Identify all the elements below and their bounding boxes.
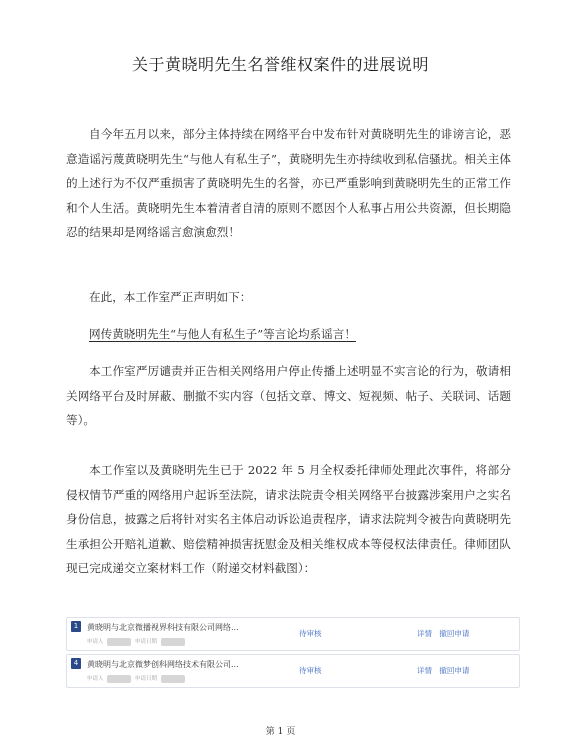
case-actions: [417, 628, 474, 639]
case-actions: [417, 665, 474, 676]
case-row: [66, 617, 520, 651]
redacted-block: [107, 675, 131, 683]
case-applicant-label: 申请人: [87, 676, 104, 682]
case-number-badge: 4: [71, 658, 81, 669]
case-applicant-label: 申请人: [87, 639, 104, 645]
paragraph-declaration-lead: 在此，本工作室严正声明如下：: [89, 290, 252, 304]
document-title: 关于黄晓明先生名誉维权案件的进展说明: [131, 55, 429, 74]
paragraph-rumor-statement: 网传黄晓明先生“与他人有私生子”等言论均系谣言！: [89, 327, 356, 341]
case-details-link[interactable]: 详情: [417, 629, 432, 638]
case-meta: [87, 637, 187, 646]
page-number: 第 1 页: [265, 727, 296, 737]
redacted-block: [161, 638, 185, 646]
redacted-block: [161, 675, 185, 683]
case-meta: [87, 674, 187, 683]
case-title: 黄晓明与北京微梦创科网络技术有限公司...: [87, 660, 239, 669]
case-status: 待审核: [299, 629, 322, 638]
case-withdraw-link[interactable]: 撤回申请: [439, 629, 470, 638]
case-row: [66, 654, 520, 688]
case-status: 待审核: [299, 666, 322, 675]
case-date-label: 申请日期: [135, 676, 158, 682]
case-title: 黄晓明与北京微播视界科技有限公司网络...: [87, 623, 239, 632]
redacted-block: [107, 638, 131, 646]
case-details-link[interactable]: 详情: [417, 666, 432, 675]
paragraph-intro: 自今年五月以来，部分主体持续在网络平台中发布针对黄晓明先生的诽谤言论，恶意造谣污蔑黄晓明先生“与他人有私生子”，黄晓明先生亦持续收到私信骚扰。相关主体的上述行为不仅严重损害了黄晓明先生的名誉，亦已严重影响到黄晓明先生的正常工作和个人生活。黄晓明先生本着清者自清的原则不愿因个人私事占用公共资源，但长期隐忍的结果却是网络谣言愈演愈烈！: [66, 127, 511, 239]
case-number-badge: 1: [71, 621, 81, 632]
paragraph-legal-action: 本工作室以及黄晓明先生已于 2022 年 5 月全权委托律师处理此次事件，将部分侵权情节严重的网络用户起诉至法院，请求法院责令相关网络平台披露涉案用户之实名身份信息，披露之后将针对实名主体启动诉讼追责程序，请求法院判令被告向黄晓明先生承担公开赔礼道歉、赔偿精神损害抚慰金及相关维权成本等侵权法律责任。律师团队现已完成递交立案材料工作（附递交材料截图）：: [66, 463, 511, 575]
case-date-label: 申请日期: [135, 639, 158, 645]
case-withdraw-link[interactable]: 撤回申请: [439, 666, 470, 675]
paragraph-warning: 本工作室严厉谴责并正告相关网络用户停止传播上述明显不实言论的行为，敬请相关网络平台及时屏蔽、删撤不实内容（包括文章、博文、短视频、帖子、关联词、话题等）。: [66, 364, 511, 427]
